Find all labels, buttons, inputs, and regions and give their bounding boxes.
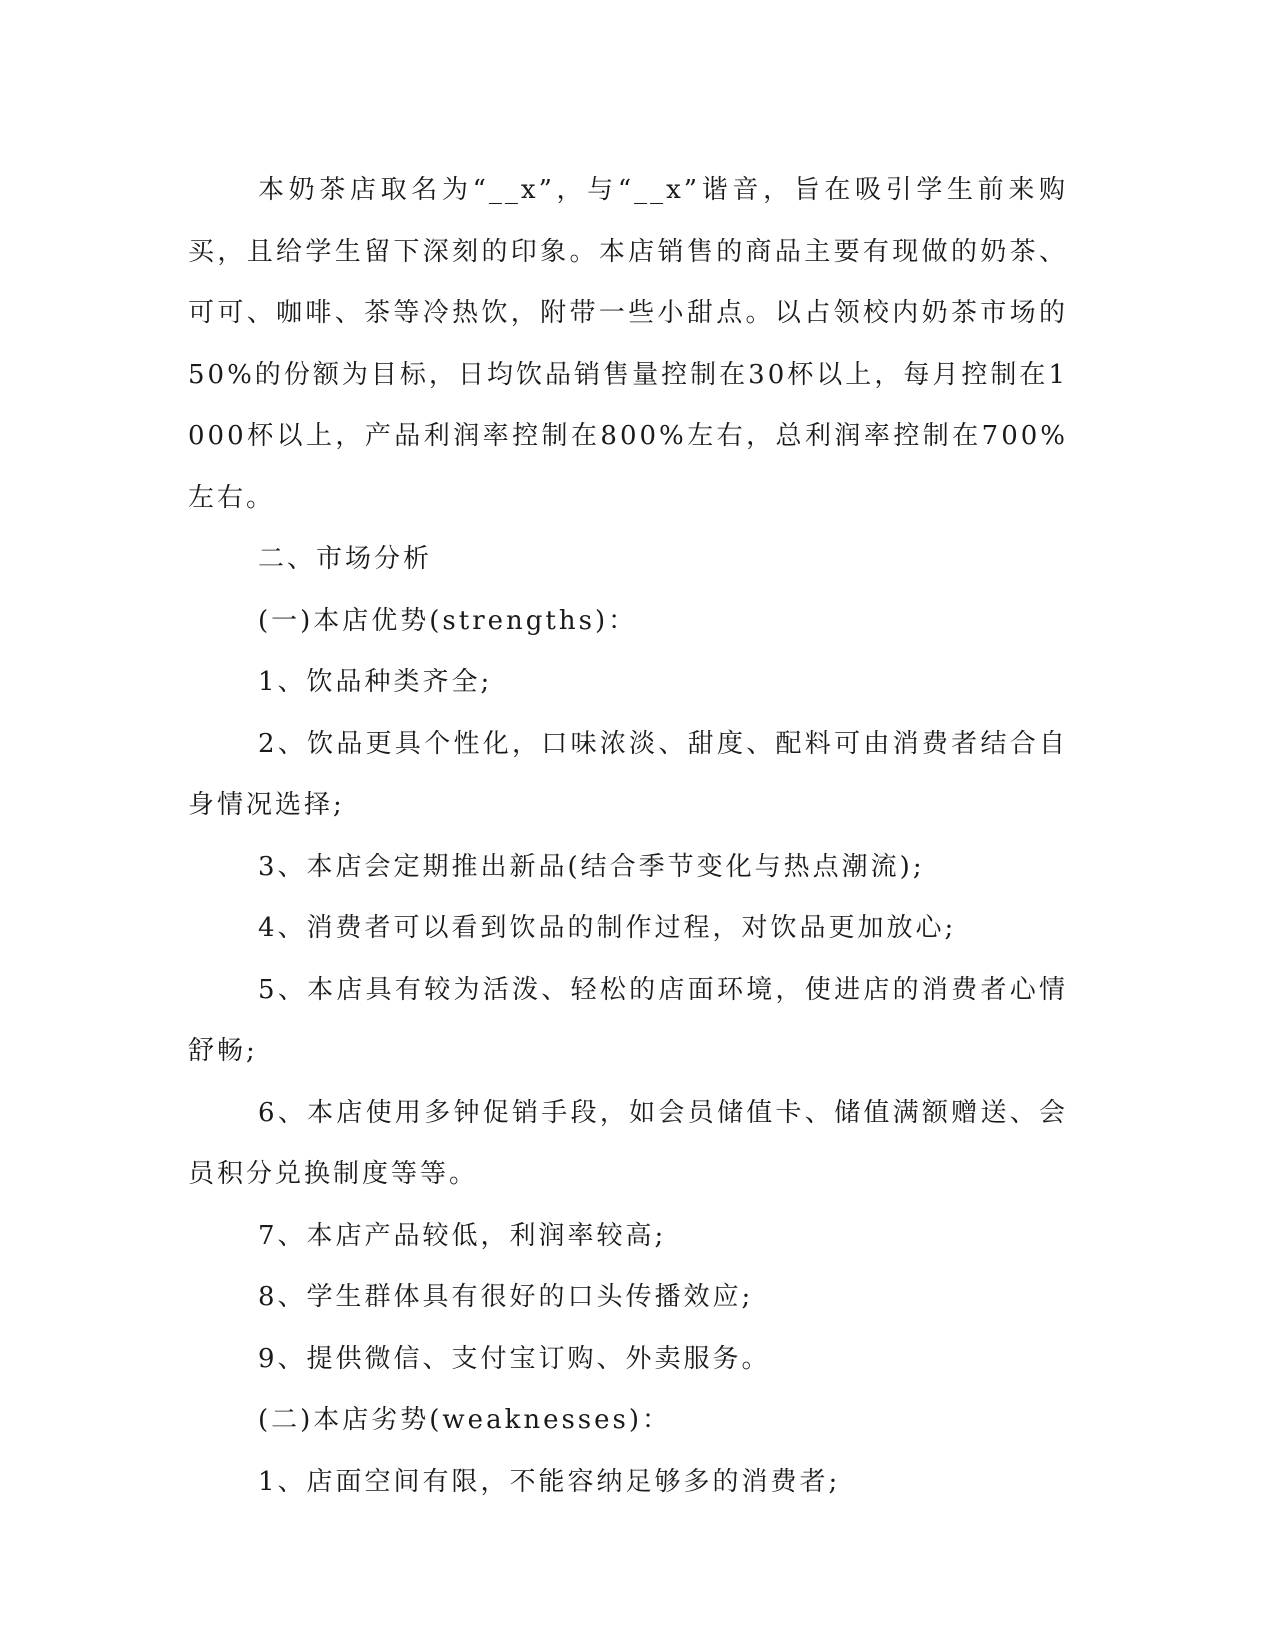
strength-item: 4、消费者可以看到饮品的制作过程，对饮品更加放心;: [258, 913, 957, 943]
subheading-strengths: (一)本店优势(strengths)：: [258, 605, 638, 636]
intro-paragraph: 本奶茶店取名为“__x”，与“__x”谐音，旨在吸引学生前来购买，且给学生留下深刻的印象。本店销售的商品主要有现做的奶茶、可可、咖啡、茶等冷热饮，附带一些小甜点。以占领校内奶茶市场的50%的份额为目标，日均饮品销售量控制在30杯以上，每月控制在1000杯以上，产品利润率控制在800%左右，总利润率控制在700%左右。: [188, 175, 1068, 513]
strength-item: 1、饮品种类齐全;: [258, 667, 493, 697]
strength-item: 5、本店具有较为活泼、轻松的店面环境，使进店的消费者心情舒畅;: [188, 974, 1068, 1066]
document-body: [188, 160, 1068, 1513]
subheading-weaknesses: (二)本店劣势(weaknesses)：: [258, 1405, 672, 1435]
strength-item: 8、学生群体具有很好的口头传播效应;: [258, 1282, 754, 1312]
strength-item: 6、本店使用多钟促销手段，如会员储值卡、储值满额赠送、会员积分兑换制度等等。: [188, 1097, 1068, 1189]
weakness-item: 1、店面空间有限，不能容纳足够多的消费者;: [258, 1466, 841, 1497]
section-heading-market-analysis: 二、市场分析: [258, 544, 433, 574]
strength-item: 9、提供微信、支付宝订购、外卖服务。: [258, 1343, 771, 1374]
strength-item: 2、饮品更具个性化，口味浓淡、甜度、配料可由消费者结合自身情况选择;: [188, 728, 1068, 820]
strength-item: 3、本店会定期推出新品(结合季节变化与热点潮流);: [258, 851, 925, 882]
strength-item: 7、本店产品较低，利润率较高;: [258, 1220, 667, 1251]
